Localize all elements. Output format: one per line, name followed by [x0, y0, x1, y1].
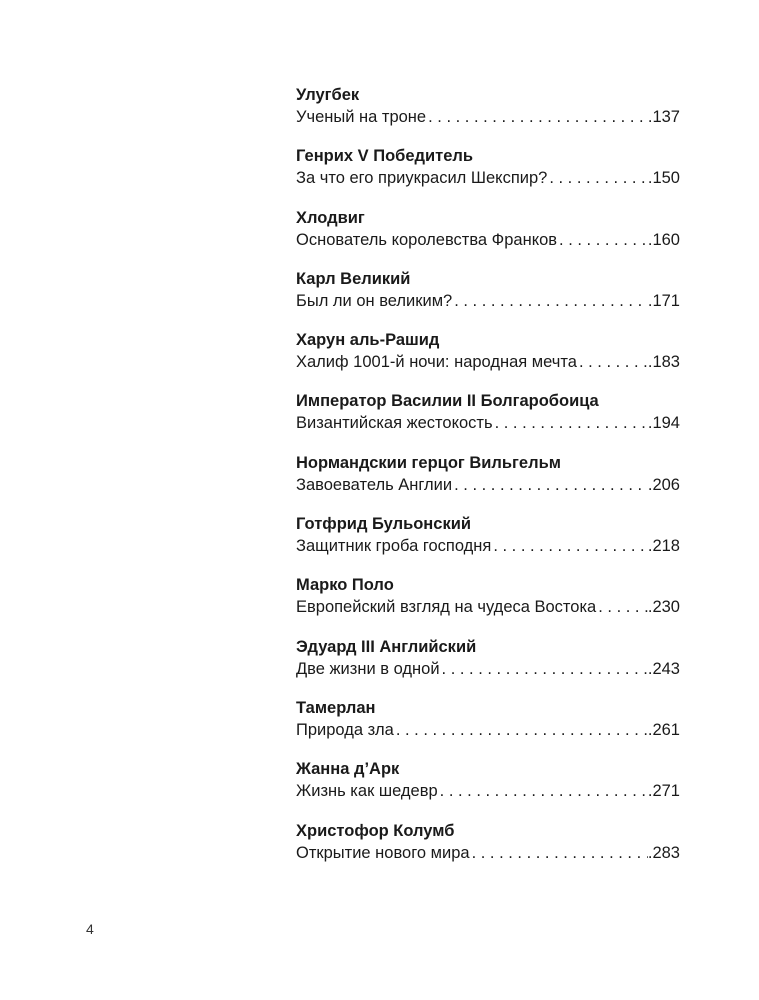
entry-title: Христофор Колумб — [296, 821, 455, 840]
toc-entry[interactable] — [296, 574, 680, 635]
entry-title: Жанна д’Арк — [296, 760, 400, 779]
entry-line — [296, 167, 680, 189]
entry-line — [296, 658, 680, 680]
entry-subtitle: Основатель королевства Франков — [296, 230, 558, 249]
entry-title: Карл Великий — [296, 269, 411, 288]
entry-page-number: .261 — [647, 720, 680, 739]
dot-leader — [577, 351, 648, 373]
entry-subtitle: Открытие нового мира — [296, 843, 470, 862]
dot-leader — [596, 596, 648, 618]
entry-page-number: .218 — [647, 537, 680, 556]
toc-entry[interactable] — [296, 329, 680, 390]
entry-subtitle: Природа зла — [296, 720, 394, 739]
entry-title: Готфрид Бульонский — [296, 515, 471, 534]
dot-leader — [491, 535, 648, 557]
toc-entry[interactable] — [296, 390, 680, 451]
entry-subtitle: Защитник гроба господня — [296, 537, 492, 556]
entry-line — [296, 780, 680, 802]
entry-line — [296, 535, 680, 557]
entry-subtitle: За что его приукрасил Шекспир? — [296, 169, 548, 188]
entry-page-number: .183 — [647, 353, 680, 372]
toc-entry[interactable] — [296, 145, 680, 206]
entry-page-number: .150 — [647, 169, 680, 188]
entry-line — [296, 229, 680, 251]
entry-title: Харун аль-Рашид — [296, 331, 440, 350]
entry-title: Улугбек — [296, 86, 360, 104]
entry-title: Генрих V Победитель — [296, 147, 474, 166]
entry-page-number: .283 — [647, 843, 680, 862]
toc-entry[interactable] — [296, 84, 680, 145]
entry-line — [296, 842, 680, 864]
entry-subtitle: Завоеватель Англии — [296, 475, 453, 494]
entry-title: Хлодвиг — [296, 208, 365, 227]
entry-page-number: .243 — [647, 659, 680, 678]
entry-title: Эдуард III Английский — [296, 637, 477, 656]
toc-entry[interactable] — [296, 513, 680, 574]
entry-line — [296, 596, 680, 618]
entry-subtitle: Две жизни в одной — [296, 659, 440, 678]
dot-leader — [493, 412, 648, 434]
toc-entry[interactable] — [296, 268, 680, 329]
entry-page-number: .137 — [647, 108, 680, 126]
entry-page-number: .194 — [647, 414, 680, 433]
entry-line — [296, 290, 680, 312]
dot-leader — [547, 167, 648, 189]
entry-subtitle: Халиф 1001-й ночи: народная мечта — [296, 353, 577, 372]
entry-line — [296, 412, 680, 434]
entry-title: Марко Поло — [296, 576, 394, 595]
toc-entry[interactable] — [296, 820, 680, 881]
toc-entry[interactable] — [296, 697, 680, 758]
page-number: 4 — [86, 921, 94, 937]
entry-subtitle: Был ли он великим? — [296, 291, 453, 310]
entry-line — [296, 106, 680, 128]
dot-leader — [440, 658, 648, 680]
entry-page-number: .271 — [647, 782, 680, 801]
entry-subtitle: Европейский взгляд на чудеса Востока — [296, 598, 597, 617]
toc-entry[interactable] — [296, 207, 680, 268]
dot-leader — [394, 719, 648, 741]
entry-page-number: .171 — [647, 291, 680, 310]
entry-title: Нормандскии герцог Вильгельм — [296, 453, 561, 472]
entry-subtitle: Византийская жестокость — [296, 414, 493, 433]
toc-entry[interactable] — [296, 758, 680, 819]
dot-leader — [426, 106, 648, 128]
entry-title: Тамерлан — [296, 698, 376, 717]
entry-line — [296, 719, 680, 741]
entry-subtitle: Ученый на троне — [296, 108, 427, 126]
entry-line — [296, 474, 680, 496]
table-of-contents — [296, 84, 680, 881]
entry-page-number: .160 — [647, 230, 680, 249]
toc-entry[interactable] — [296, 452, 680, 513]
entry-line — [296, 351, 680, 373]
dot-leader — [470, 842, 648, 864]
dot-leader — [452, 474, 648, 496]
entry-page-number: .206 — [647, 475, 680, 494]
dot-leader — [438, 780, 648, 802]
entry-page-number: .230 — [647, 598, 680, 617]
toc-entry[interactable] — [296, 636, 680, 697]
entry-title: Император Василии II Болгаробоица — [296, 392, 599, 411]
dot-leader — [557, 229, 648, 251]
entry-subtitle: Жизнь как шедевр — [296, 782, 438, 801]
dot-leader — [452, 290, 648, 312]
